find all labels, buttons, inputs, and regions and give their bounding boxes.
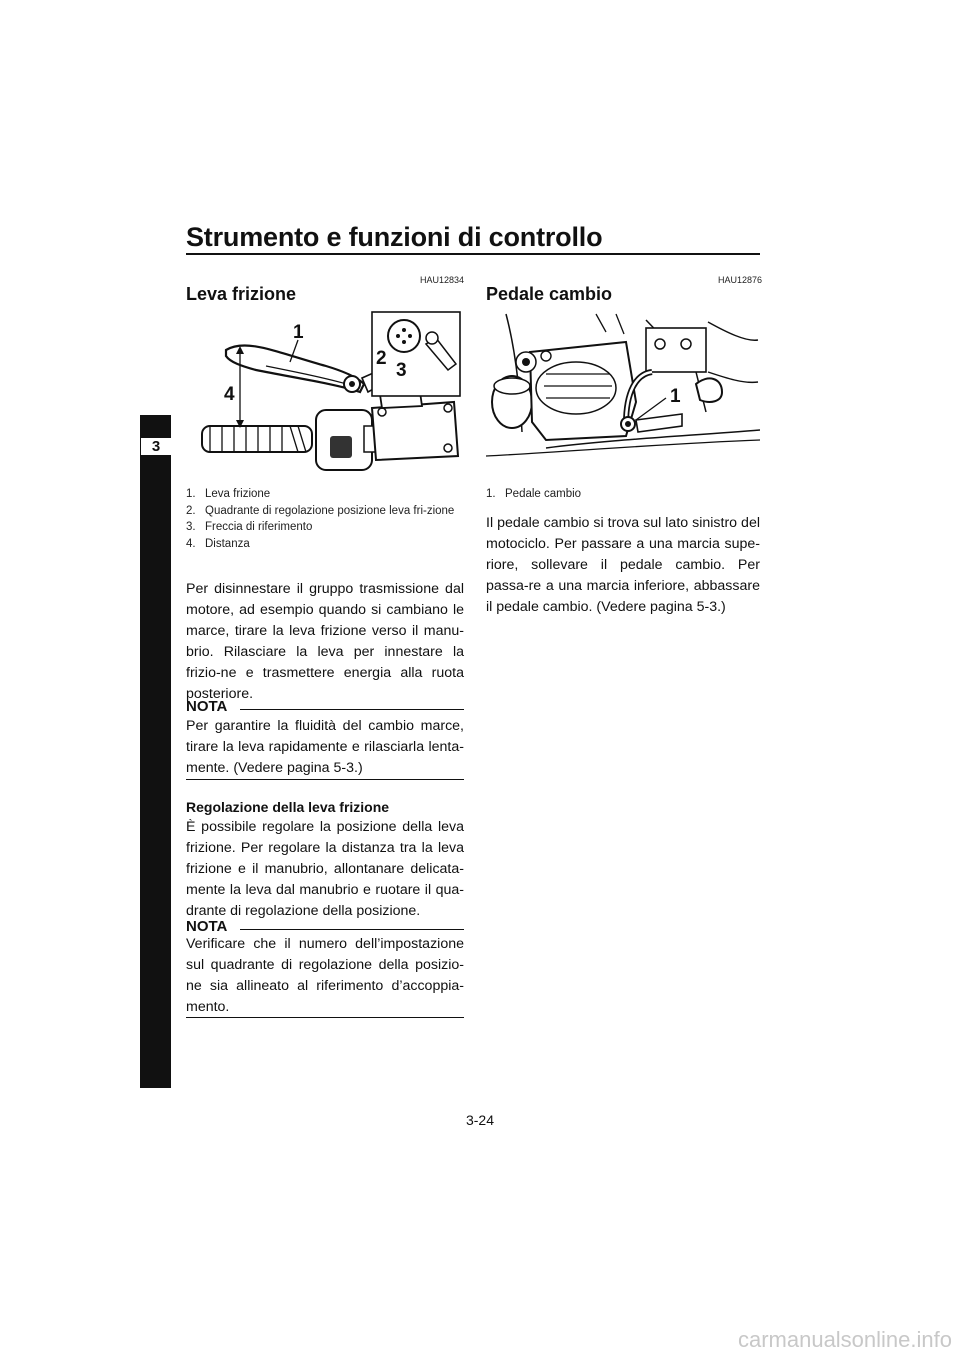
caption-text: Leva frizione bbox=[205, 488, 271, 500]
caption-item bbox=[186, 536, 464, 553]
callout-2: 2 bbox=[376, 348, 387, 369]
nota-rule bbox=[240, 709, 464, 710]
caption-number: 2. bbox=[186, 504, 196, 517]
section-heading-shift: Pedale cambio bbox=[486, 284, 613, 304]
callout-4: 4 bbox=[224, 384, 235, 405]
section-code: HAU12876 bbox=[718, 275, 763, 285]
nota-rule bbox=[240, 929, 464, 930]
page-number: 3-24 bbox=[465, 1112, 495, 1128]
caption-number: 1. bbox=[186, 488, 196, 500]
callout-1: 1 bbox=[293, 322, 304, 343]
section-heading-clutch: Leva frizione bbox=[186, 284, 297, 304]
title-rule bbox=[186, 253, 760, 255]
shift-pedal-figure bbox=[486, 312, 760, 476]
caption-item bbox=[186, 486, 464, 503]
caption-number: 3. bbox=[186, 521, 196, 533]
figure-captions-shift bbox=[486, 486, 760, 503]
chapter-tab bbox=[140, 415, 171, 1088]
caption-text: Quadrante di regolazione posizione leva fri-zione bbox=[205, 504, 455, 517]
caption-text: Freccia di riferimento bbox=[205, 521, 313, 533]
caption-text: Distanza bbox=[205, 537, 250, 550]
shift-paragraph: Il pedale cambio si trova sul lato sinistro del motociclo. Per passare a una marcia supe-riore, sollevare il pedale cambio. Per passa-re a una marcia inferiore, abbassare il pedale cambio. (Vedere pagina 5-3.) bbox=[486, 515, 760, 615]
callout-3: 3 bbox=[396, 360, 407, 381]
caption-item bbox=[486, 486, 760, 503]
nota-text: Per garantire la fluidità del cambio marce, tirare la leva rapidamente e rilasciarla lenta-mente. (Vedere pagina 5-3.) bbox=[186, 718, 464, 776]
section-code: HAU12834 bbox=[420, 275, 465, 285]
callout-1: 1 bbox=[670, 386, 681, 407]
caption-text: Pedale cambio bbox=[505, 488, 582, 500]
caption-item bbox=[186, 519, 464, 536]
page-title: Strumento e funzioni di controllo bbox=[186, 222, 603, 252]
nota-label: NOTA bbox=[186, 918, 228, 935]
watermark: carmanualsonline.info bbox=[737, 1327, 952, 1352]
chapter-number: 3 bbox=[141, 438, 171, 455]
nota-end-rule bbox=[186, 1017, 464, 1018]
caption-number: 1. bbox=[486, 488, 496, 500]
subheading-adjust: Regolazione della leva frizione bbox=[186, 799, 390, 815]
caption-number: 4. bbox=[186, 537, 196, 550]
nota-label: NOTA bbox=[186, 698, 228, 715]
clutch-paragraph: Per disinnestare il gruppo trasmissione dal motore, ad esempio quando si cambiano le marce, tirare la leva frizione verso il manu-brio. Rilasciare la leva per innestare la frizio-ne e trasmettere energia alla ruota posteriore. bbox=[186, 581, 464, 702]
clutch-lever-figure bbox=[186, 308, 464, 476]
adjust-paragraph: È possibile regolare la posizione della leva frizione. Per regolare la distanza tra la leva frizione e il manubrio, allontanare delicata-mente la leva dal manubrio e ruotare il qua-drante di regolazione della posizione. bbox=[186, 819, 464, 919]
nota-text: Verificare che il numero dell’impostazione sul quadrante di regolazione della posizio-ne sia allineato al riferimento d’accoppia-mento. bbox=[186, 936, 464, 1015]
figure-captions-clutch bbox=[186, 486, 464, 552]
nota-end-rule bbox=[186, 779, 464, 780]
caption-item bbox=[186, 503, 464, 520]
